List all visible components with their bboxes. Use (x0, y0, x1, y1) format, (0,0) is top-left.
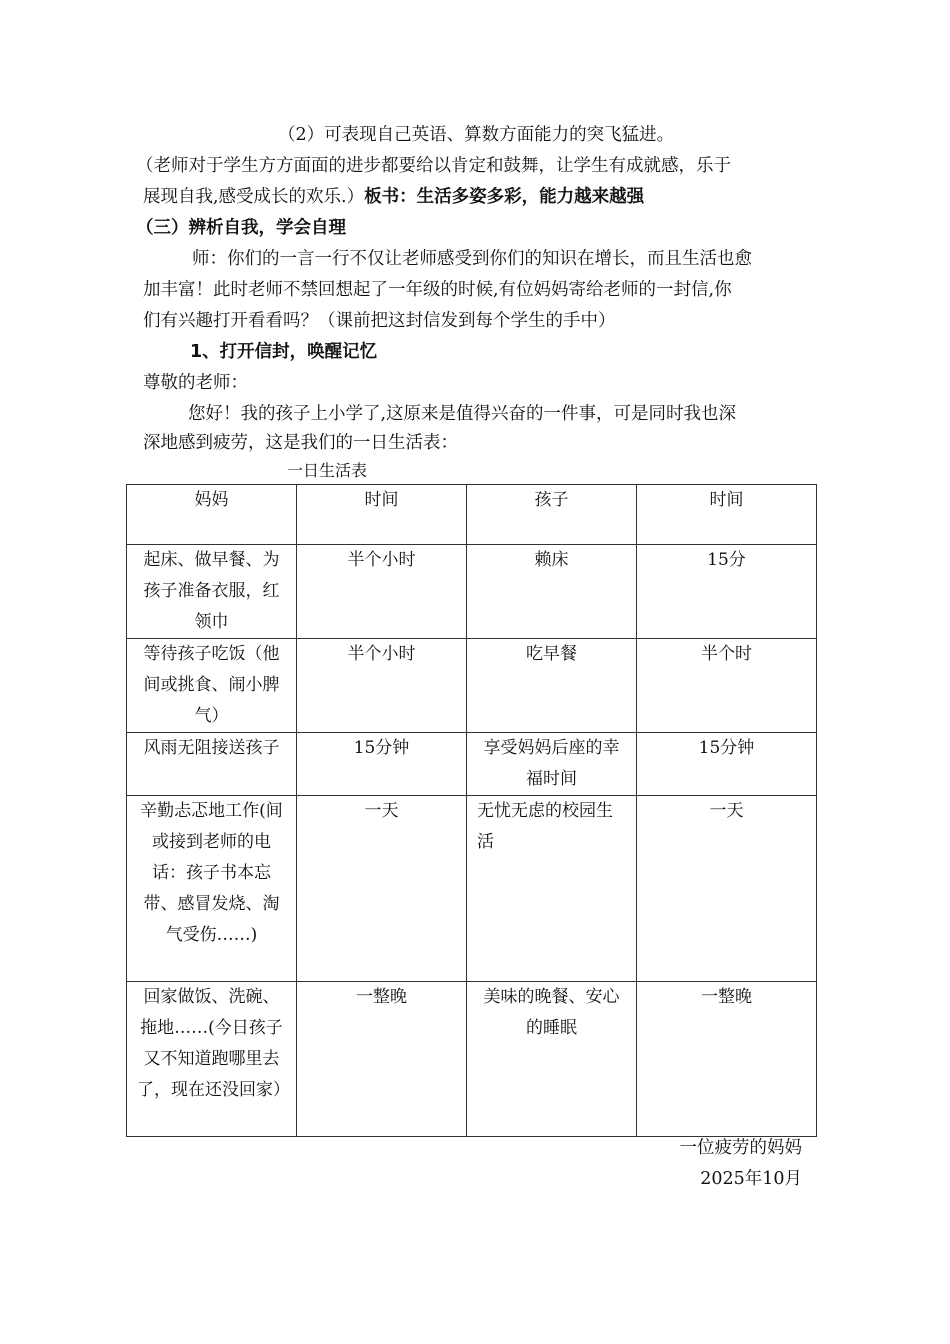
section-heading: （三）辨析自我，学会自理 (136, 218, 346, 238)
signature-name: 一位疲劳的妈妈 (679, 1138, 802, 1158)
letter-line2: 深地感到疲劳，这是我们的一日生活表： (143, 433, 458, 453)
letter-salutation: 尊敬的老师： (143, 373, 248, 393)
table-cell: 美味的晚餐、安心的睡眠 (467, 982, 637, 1137)
table-cell: 半个时 (637, 639, 817, 733)
table-cell: 一整晚 (637, 982, 817, 1137)
table-cell: 起床、做早餐、为孩子准备衣服，红领巾 (127, 545, 297, 639)
table-cell: 等待孩子吃饭（他间或挑食、闹小脾气） (127, 639, 297, 733)
table-row (127, 733, 817, 796)
header-mom: 妈妈 (127, 485, 297, 545)
header-child: 孩子 (467, 485, 637, 545)
table-row (127, 639, 817, 733)
table-cell: 享受妈妈后座的幸福时间 (467, 733, 637, 796)
table-row (127, 982, 817, 1137)
paragraph-teacher-note-line2 (143, 182, 644, 213)
table-row (127, 796, 817, 982)
paragraph-teacher-line3: 们有兴趣打开看看吗？（课前把这封信发到每个学生的手中） (143, 311, 616, 331)
header-time: 时间 (637, 485, 817, 545)
header-time: 时间 (297, 485, 467, 545)
table-cell: 吃早餐 (467, 639, 637, 733)
teacher-note-text: 展现自我,感受成长的欢乐.） (143, 187, 365, 207)
table-cell: 无忧无虑的校园生活 (467, 796, 637, 982)
table-cell: 15分钟 (637, 733, 817, 796)
table-cell: 赖床 (467, 545, 637, 639)
table-cell: 回家做饭、洗碗、拖地……(今日孩子又不知道跑哪里去了，现在还没回家） (127, 982, 297, 1137)
blackboard-note: 板书：生活多姿多彩，能力越来越强 (364, 187, 645, 207)
paragraph-teacher-line1: 师：你们的一言一行不仅让老师感受到你们的知识在增长，而且生活也愈 (192, 249, 752, 269)
daily-life-table (126, 484, 817, 1137)
paragraph-teacher-note-line1: （老师对于学生方方面面的进步都要给以肯定和鼓舞，让学生有成就感，乐于 (136, 156, 731, 176)
table-cell: 15分 (637, 545, 817, 639)
letter-line1: 您好！我的孩子上小学了,这原来是值得兴奋的一件事，可是同时我也深 (188, 404, 737, 424)
table-cell: 一天 (637, 796, 817, 982)
table-cell: 半个小时 (297, 639, 467, 733)
sub-heading: 1、打开信封，唤醒记忆 (190, 342, 378, 362)
table-cell: 半个小时 (297, 545, 467, 639)
table-cell: 一天 (297, 796, 467, 982)
paragraph-ability-progress: （2）可表现自己英语、算数方面能力的突飞猛进。 (278, 125, 675, 145)
table-cell: 风雨无阻接送孩子 (127, 733, 297, 796)
paragraph-teacher-line2: 加丰富！此时老师不禁回想起了一年级的时候,有位妈妈寄给老师的一封信,你 (143, 280, 732, 300)
table-cell: 辛勤忐忑地工作(间或接到老师的电话：孩子书本忘带、感冒发烧、淘气受伤……) (127, 796, 297, 982)
signature-date: 2025年10月 (700, 1169, 802, 1189)
table-cell: 15分钟 (297, 733, 467, 796)
table-row (127, 545, 817, 639)
table-caption: 一日生活表 (287, 461, 368, 480)
table-header-row (127, 485, 817, 545)
table-cell: 一整晚 (297, 982, 467, 1137)
